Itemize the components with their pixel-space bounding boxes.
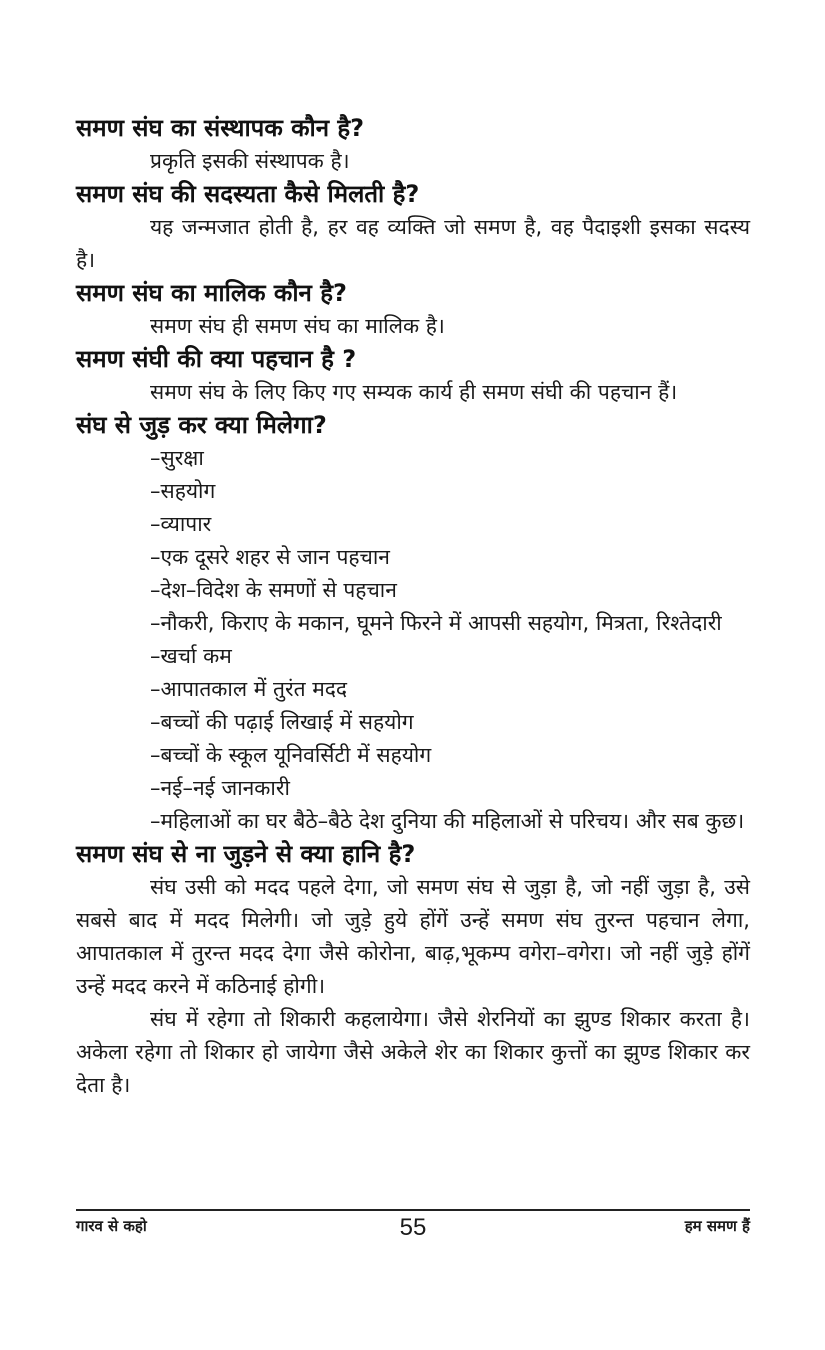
list-item: –सहयोग — [150, 479, 216, 503]
list-item: –खर्चा कम — [150, 644, 232, 668]
benefits-list — [76, 442, 750, 805]
list-item: –नौकरी, किराए के मकान, घूमने फिरने में आपसी सहयोग, मित्रता, रिश्तेदारी — [150, 611, 722, 635]
list-item: –बच्चों के स्कूल यूनिवर्सिटी में सहयोग — [150, 743, 432, 767]
loss-paragraph: संघ उसी को मदद पहले देगा, जो समण संघ से जुड़ा है, जो नहीं जुड़ा है, उसे सबसे बाद में मदद मिलेगी। जो जुड़े हुये होंगें उन्हें समण संघ तुरन्त पहचान लेगा, आपातकाल में तुरन्त मदद देगा जैसे कोरोना, बाढ़,भूकम्प वगेरा–वगेरा। जो नहीं जुड़े होंगें उन्हें मदद करने में कठिनाई होगी। — [76, 875, 750, 998]
loss-paragraph: संघ में रहेगा तो शिकारी कहलायेगा। जैसे शेरनियों का झुण्ड शिकार करता है। अकेला रहेगा तो शिकार हो जायेगा जैसे अकेले शेर का शिकार कुत्तों का झुण्ड शिकार कर देता है। — [76, 1007, 750, 1097]
question-founder: समण संघ का संस्थापक कौन है? — [76, 114, 365, 142]
list-item: –देश–विदेश के समणों से पहचान — [150, 578, 397, 602]
page-number: 55 — [399, 1214, 427, 1241]
benefits-closing: –महिलाओं का घर बैठे–बैठे देश दुनिया की महिलाओं से परिचय। और सब कुछ। — [150, 809, 745, 833]
answer-membership: यह जन्मजात होती है, हर वह व्यक्ति जो समण है, वह पैदाइशी इसका सदस्य है। — [76, 215, 750, 272]
footer-book-title: गारव से कहो — [76, 1217, 147, 1235]
list-item: –व्यापार — [150, 512, 212, 536]
list-item: –एक दूसरे शहर से जान पहचान — [150, 545, 390, 569]
list-item: –आपातकाल में तुरंत मदद — [150, 677, 348, 701]
question-loss: समण संघ से ना जुड़ने से क्या हानि है? — [76, 840, 416, 868]
list-item: –सुरक्षा — [150, 446, 204, 470]
page-content — [76, 112, 750, 1102]
footer-divider — [76, 1209, 750, 1211]
question-benefits: संघ से जुड़ कर क्या मिलेगा? — [76, 411, 327, 439]
page-footer — [76, 1214, 750, 1248]
answer-identity: समण संघ के लिए किए गए सम्यक कार्य ही समण संघी की पहचान हैं। — [150, 380, 678, 404]
footer-series-title: हम समण हैं — [684, 1217, 750, 1235]
question-owner: समण संघ का मालिक कौन है? — [76, 279, 347, 307]
answer-founder: प्रकृति इसकी संस्थापक है। — [150, 149, 350, 173]
list-item: –बच्चों की पढ़ाई लिखाई में सहयोग — [150, 710, 414, 734]
question-identity: समण संघी की क्या पहचान है ? — [76, 345, 357, 373]
list-item: –नई–नई जानकारी — [150, 776, 290, 800]
answer-owner: समण संघ ही समण संघ का मालिक है। — [150, 314, 445, 338]
question-membership: समण संघ की सदस्यता कैसे मिलती है? — [76, 180, 420, 208]
